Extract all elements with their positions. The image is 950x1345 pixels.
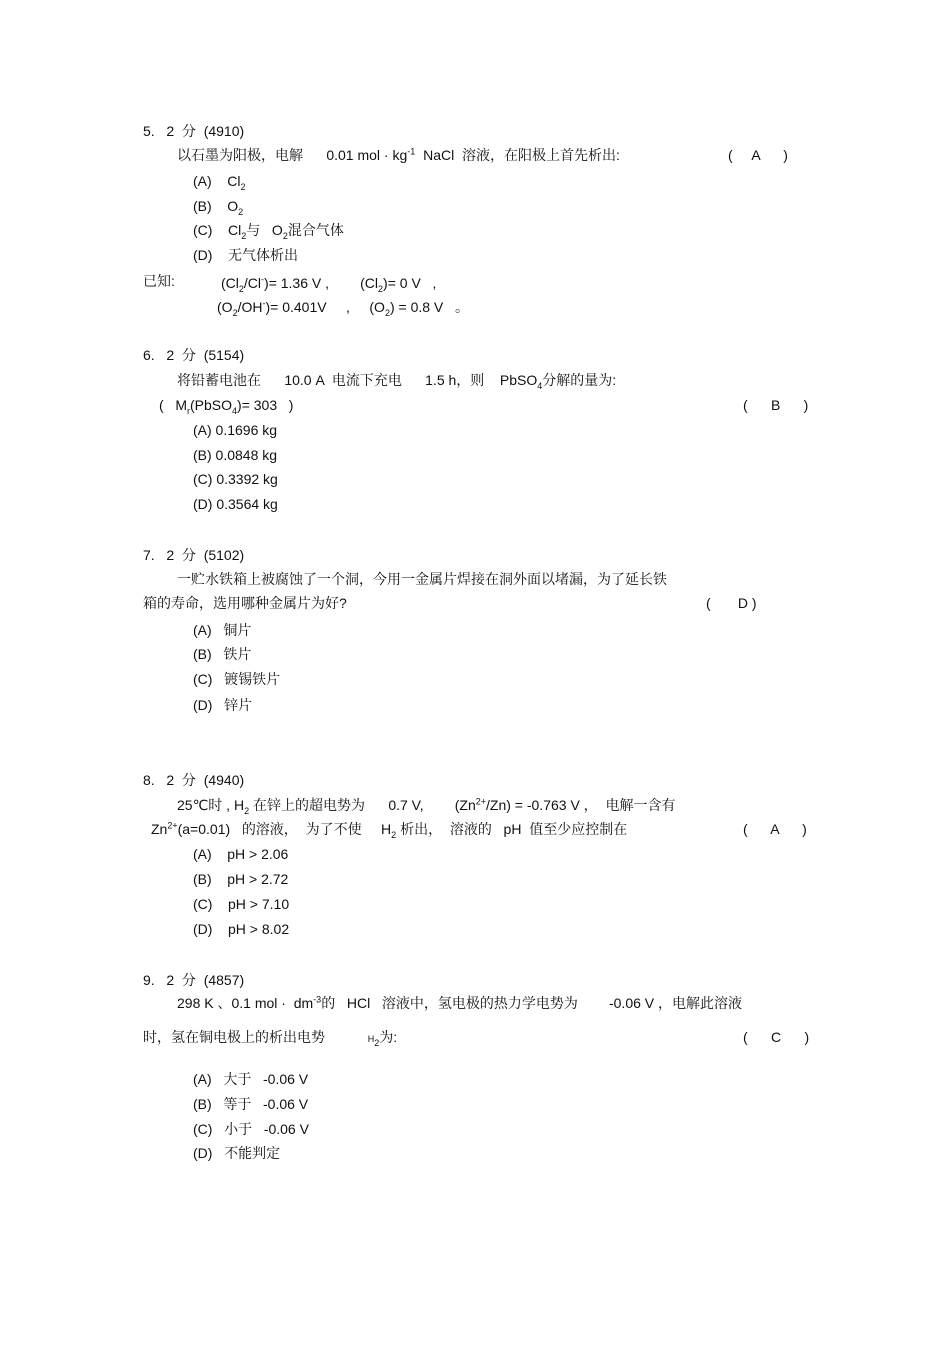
question-8-stem-line-2: $Zn^{2+}(a=0.01)$ 的溶液， 为了不使 $H_2$ 析出， 溶液的 pH 值至少应控制在: [151, 820, 628, 840]
question-7-header: 7. 2 分 (5102): [143, 547, 245, 563]
question-9-option-c: (C) 小于 -0.06 V: [193, 1121, 309, 1137]
question-7-stem-line-1: 一贮水铁箱上被腐蚀了一个洞，今用一金属片焊接在洞外面以堵漏，为了延长铁: [177, 571, 667, 587]
question-6-header: 6. 2 分 (5154): [143, 347, 245, 363]
question-6-stem: 将铅蓄电池在 10.0 A 电流下充电 1.5 h，则 PbSO$_4$分解的量为:: [177, 372, 617, 391]
question-8-option-a: (A) pH > 2.06: [193, 846, 289, 862]
question-6-option-c: (C) 0.3392 kg: [193, 471, 278, 487]
question-8-answer: ( A ): [743, 821, 807, 837]
question-7-stem-line-2: 箱的寿命，选用哪种金属片为好?: [143, 595, 347, 611]
question-7-option-c: (C) 镀锡铁片: [193, 671, 281, 687]
question-7-option-b: (B) 铁片: [193, 646, 252, 662]
question-9-stem-line-2: 时，氢在铜电极上的析出电势 $H_2$为:: [143, 1029, 398, 1048]
known-label: 已知:: [143, 273, 175, 289]
question-5-stem: 以石墨为阳极，电解 0.01 mol · $kg^{-1}$ NaCl 溶液，在阳极上首先析出:: [177, 146, 620, 163]
question-8-stem-line-1: 25℃时 , $H_2$ 在锌上的超电势为 0.7 V, $(Zn^{2+}/Zn) = -0.763$ V ， 电解一含有: [177, 796, 676, 816]
question-8-option-c: (C) pH > 7.10: [193, 896, 290, 912]
question-7-option-a: (A) 铜片: [193, 622, 252, 638]
question-9-option-a: (A) 大于 -0.06 V: [193, 1071, 309, 1087]
question-5-option-d: (D) 无气体析出: [193, 247, 298, 263]
question-5-answer: ( A ): [728, 147, 788, 163]
question-8-option-b: (B) pH > 2.72: [193, 871, 289, 887]
question-5-header: 5. 2 分 (4910): [143, 123, 245, 139]
question-7-option-d: (D) 锌片: [193, 697, 253, 713]
question-6-option-d: (D) 0.3564 kg: [193, 496, 278, 512]
question-6-option-b: (B) 0.0848 kg: [193, 447, 278, 463]
question-9-answer: ( C ): [743, 1029, 810, 1045]
question-5-option-c: (C) $Cl_2$与 $O_2$混合气体: [193, 222, 344, 241]
question-9-stem-line-1: 298 K 、0.1 mol · $dm^{-3}$的 HCl 溶液中，氢电极的热力学电势为 -0.06 V ，电解此溶液: [177, 994, 743, 1011]
question-9-header: 9. 2 分 (4857): [143, 972, 245, 988]
question-7-answer: ( D ): [706, 595, 757, 611]
question-5-option-b: (B) $O_2$: [193, 198, 244, 217]
question-6-molar-mass: ( $M_r(PbSO_4)= 303$ ): [159, 397, 294, 416]
question-5-option-a: (A) $Cl_2$: [193, 173, 246, 192]
question-6-option-a: (A) 0.1696 kg: [193, 422, 278, 438]
known-line-2: $(O_2/OH^-)= 0.401V$ , $(O_2) = 0.8$ V 。: [217, 298, 469, 318]
question-8-option-d: (D) pH > 8.02: [193, 921, 290, 937]
known-line-1: $(Cl_2/Cl^-)= 1.36$ V , $(Cl_2)= 0$ V ,: [221, 274, 437, 294]
question-9-option-b: (B) 等于 -0.06 V: [193, 1096, 309, 1112]
question-8-header: 8. 2 分 (4940): [143, 772, 245, 788]
question-6-answer: ( B ): [743, 397, 809, 413]
question-9-option-d: (D) 不能判定: [193, 1145, 281, 1161]
